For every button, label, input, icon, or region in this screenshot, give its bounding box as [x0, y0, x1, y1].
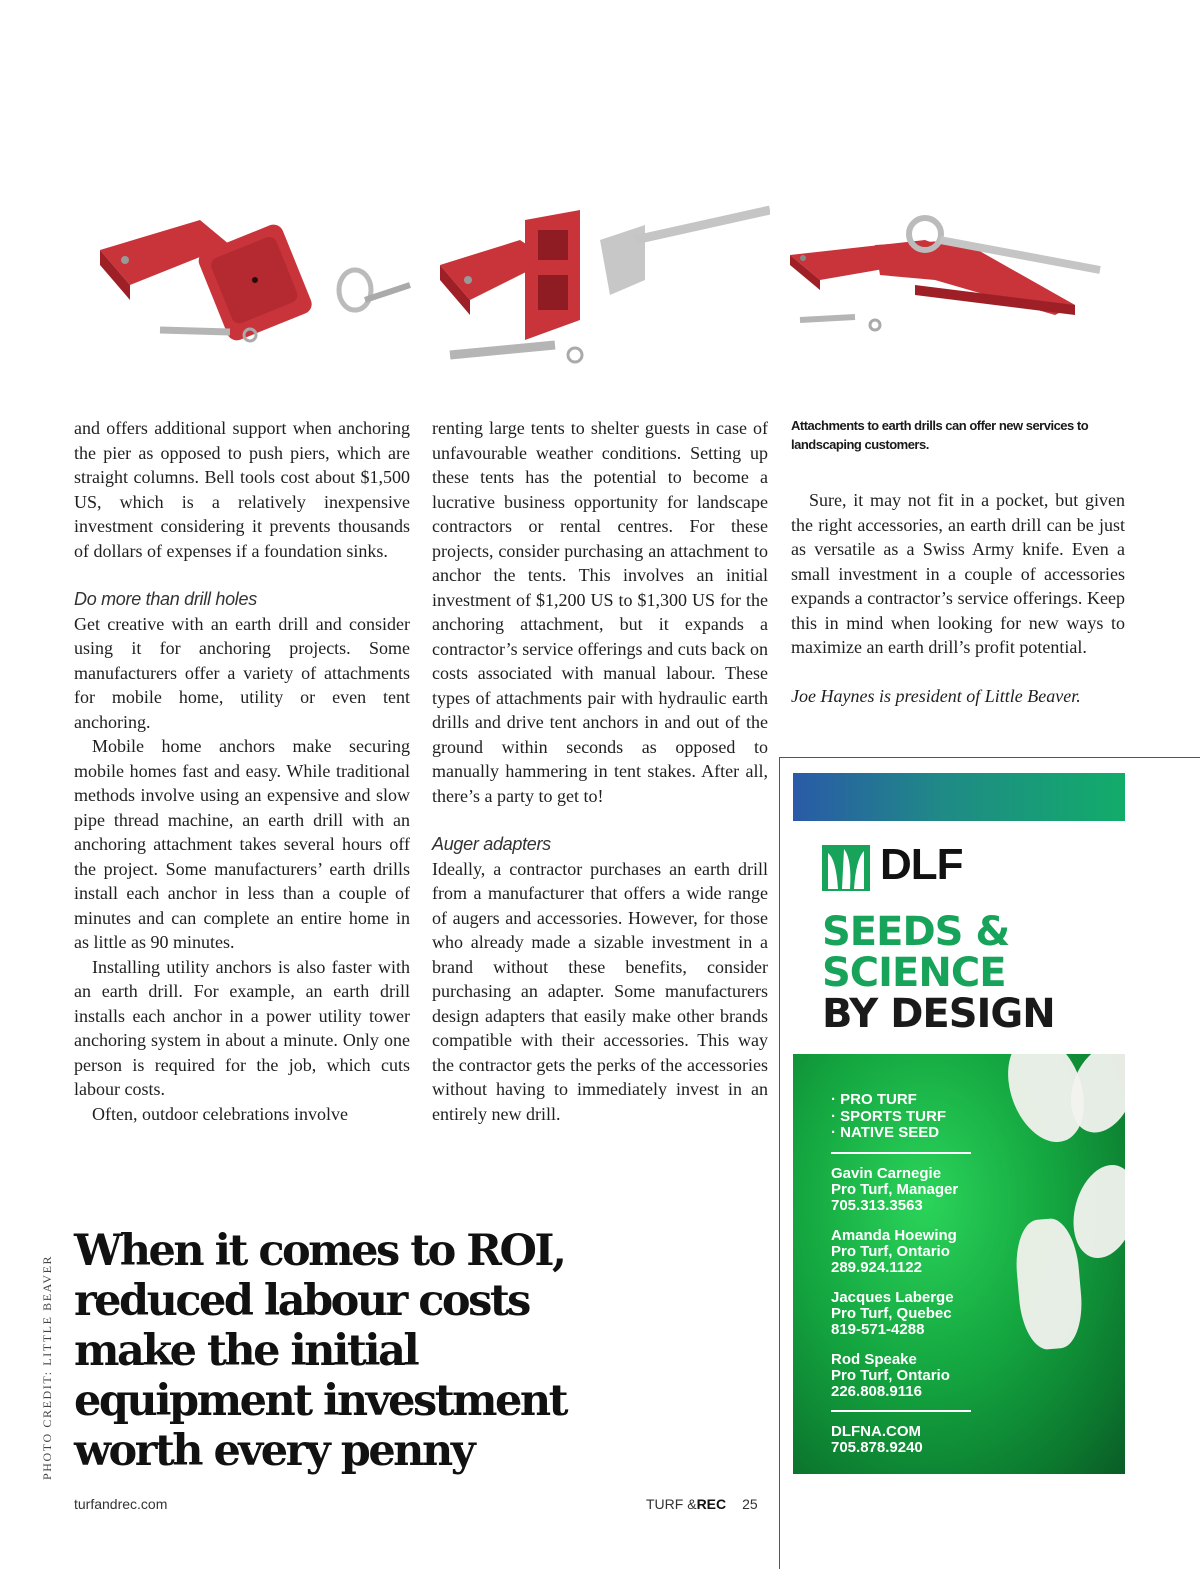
ad-contact-block — [831, 1092, 971, 1456]
contact-phone: 289.924.1122 — [831, 1258, 922, 1276]
contact-role: Pro Turf, Manager — [831, 1180, 959, 1198]
ad-divider — [831, 1410, 971, 1412]
ad-website[interactable]: DLFNA.COM — [831, 1422, 921, 1440]
tagline-line-1: SEEDS & — [822, 909, 1010, 955]
contact-name: Amanda Hoewing — [831, 1226, 957, 1244]
column-1 — [74, 416, 410, 1126]
contact-phone: 226.808.9116 — [831, 1382, 922, 1400]
contact-card — [831, 1166, 971, 1214]
service-item: · PRO TURF — [831, 1091, 917, 1108]
dlf-leaf-logo-icon — [822, 845, 870, 891]
service-item: · NATIVE SEED — [831, 1124, 940, 1141]
author-byline: Joe Haynes is president of Little Beaver. — [791, 685, 1081, 706]
tagline-line-3: BY DESIGN — [822, 991, 1055, 1037]
paragraph: renting large tents to shelter guests in case of unfavourable weather conditions. Setting up these tents has the potential to become a lucrative business opportunity for landscape contractors or rental centres. For these projects, consider purchasing an attachment to anchor the tents. This involves an initial investment of $1,200 US to $1,300 US for the anchoring attachment, but it expands a contractor’s service offerings and cuts back on costs associated with manual labour. These types of attachments pair with hydraulic earth drills and drive tent anchors in and out of the ground within seconds as opposed to manually hammering in tent stakes. After all, there’s a party to get to! — [432, 418, 768, 806]
contact-card — [831, 1352, 971, 1400]
ad-brand-name: DLF — [880, 840, 963, 889]
footer-website: turfandrec.com — [74, 1496, 168, 1512]
photo-eye-bolt-attachment — [90, 200, 420, 390]
paragraph: Get creative with an earth drill and consider using it for anchoring projects. Some manufacturers offer a variety of attachments for mobile home, utility or even tent anchoring. — [74, 613, 410, 732]
footer-mag-suffix: REC — [696, 1496, 727, 1512]
column-3 — [791, 416, 1125, 708]
ad-services-list — [831, 1092, 971, 1142]
column-2 — [432, 416, 768, 1126]
page-number: 25 — [742, 1496, 758, 1512]
contact-name: Jacques Laberge — [831, 1288, 954, 1306]
contact-name: Gavin Carnegie — [831, 1164, 942, 1182]
photo-credit: PHOTO CREDIT: LITTLE BEAVER — [40, 1254, 54, 1480]
contact-role: Pro Turf, Quebec — [831, 1304, 952, 1322]
contact-name: Rod Speake — [831, 1350, 917, 1368]
ad-phone: 705.878.9240 — [831, 1438, 923, 1456]
subhead-drill-holes: Do more than drill holes — [74, 589, 257, 609]
ad-tagline — [822, 909, 1055, 1037]
footer-mag-prefix: TURF & — [646, 1496, 697, 1512]
ad-green-panel — [793, 1054, 1125, 1474]
paragraph: and offers additional support when anchoring the pier as opposed to push piers, which are straight columns. Bell tools cost about $1,500 US, which is a relatively inexpensive investment considering it prevents thousands of dollars of expenses if a foundation sinks. — [74, 418, 410, 561]
contact-phone: 819-571-4288 — [831, 1320, 925, 1338]
contact-phone: 705.313.3563 — [831, 1196, 923, 1214]
paragraph: Ideally, a contractor purchases an earth drill from a manufacturer that offers a wide range of augers and accessories. However, for those who already made a sizable investment in a brand without these benefits, consider purchasing an adapter. Some manufacturers design adapters that easily make other brands compatible with their accessories. This way the contractor gets the perks of the accessories without having to immediately invest in an entirely new drill. — [432, 858, 768, 1124]
pull-quote: When it comes to ROI, reduced labour costs make the initial equipment investment worth every penny — [74, 1226, 567, 1476]
ad-gradient-bar — [793, 773, 1125, 821]
photo-utility-anchor-attachment — [785, 200, 1130, 390]
paragraph: Mobile home anchors make securing mobile homes fast and easy. While traditional methods involve using an expensive and slow pipe thread machine, an earth drill with an anchoring attachment takes several hours off the project. Some manufacturers’ earth drills install each anchor in less than a couple of minutes and can complete an entire home in as little as 90 minutes. — [74, 736, 410, 952]
contact-role: Pro Turf, Ontario — [831, 1242, 950, 1260]
paragraph: Often, outdoor celebrations involve — [92, 1103, 348, 1124]
photo-tent-anchor-attachment — [430, 200, 770, 390]
contact-card — [831, 1290, 971, 1338]
contact-role: Pro Turf, Ontario — [831, 1366, 950, 1384]
ad-frame-left — [779, 757, 780, 1569]
paragraph: Sure, it may not fit in a pocket, but given the right accessories, an earth drill can be just as versatile as a Swiss Army knife. Even a small investment in a couple of accessories expands a contractor’s service offerings. Keep this in mind when looking for new ways to maximize an earth drill’s profit potential. — [791, 490, 1125, 657]
service-item: · SPORTS TURF — [831, 1107, 946, 1125]
ad-frame-top — [779, 757, 1200, 758]
ad-divider — [831, 1152, 971, 1154]
paragraph: Installing utility anchors is also faster with an earth drill. For example, an earth drill installs each anchor in a power utility tower anchoring system in about a minute. Only one person is required for the job, which cuts labour costs. — [74, 956, 410, 1099]
tagline-line-2: SCIENCE — [822, 950, 1006, 996]
product-photos — [70, 200, 1130, 400]
subhead-auger-adapters: Auger adapters — [432, 834, 551, 854]
photo-caption: Attachments to earth drills can offer new services to landscaping customers. — [791, 418, 1089, 452]
contact-card — [831, 1228, 971, 1276]
footer-masthead — [646, 1496, 758, 1512]
